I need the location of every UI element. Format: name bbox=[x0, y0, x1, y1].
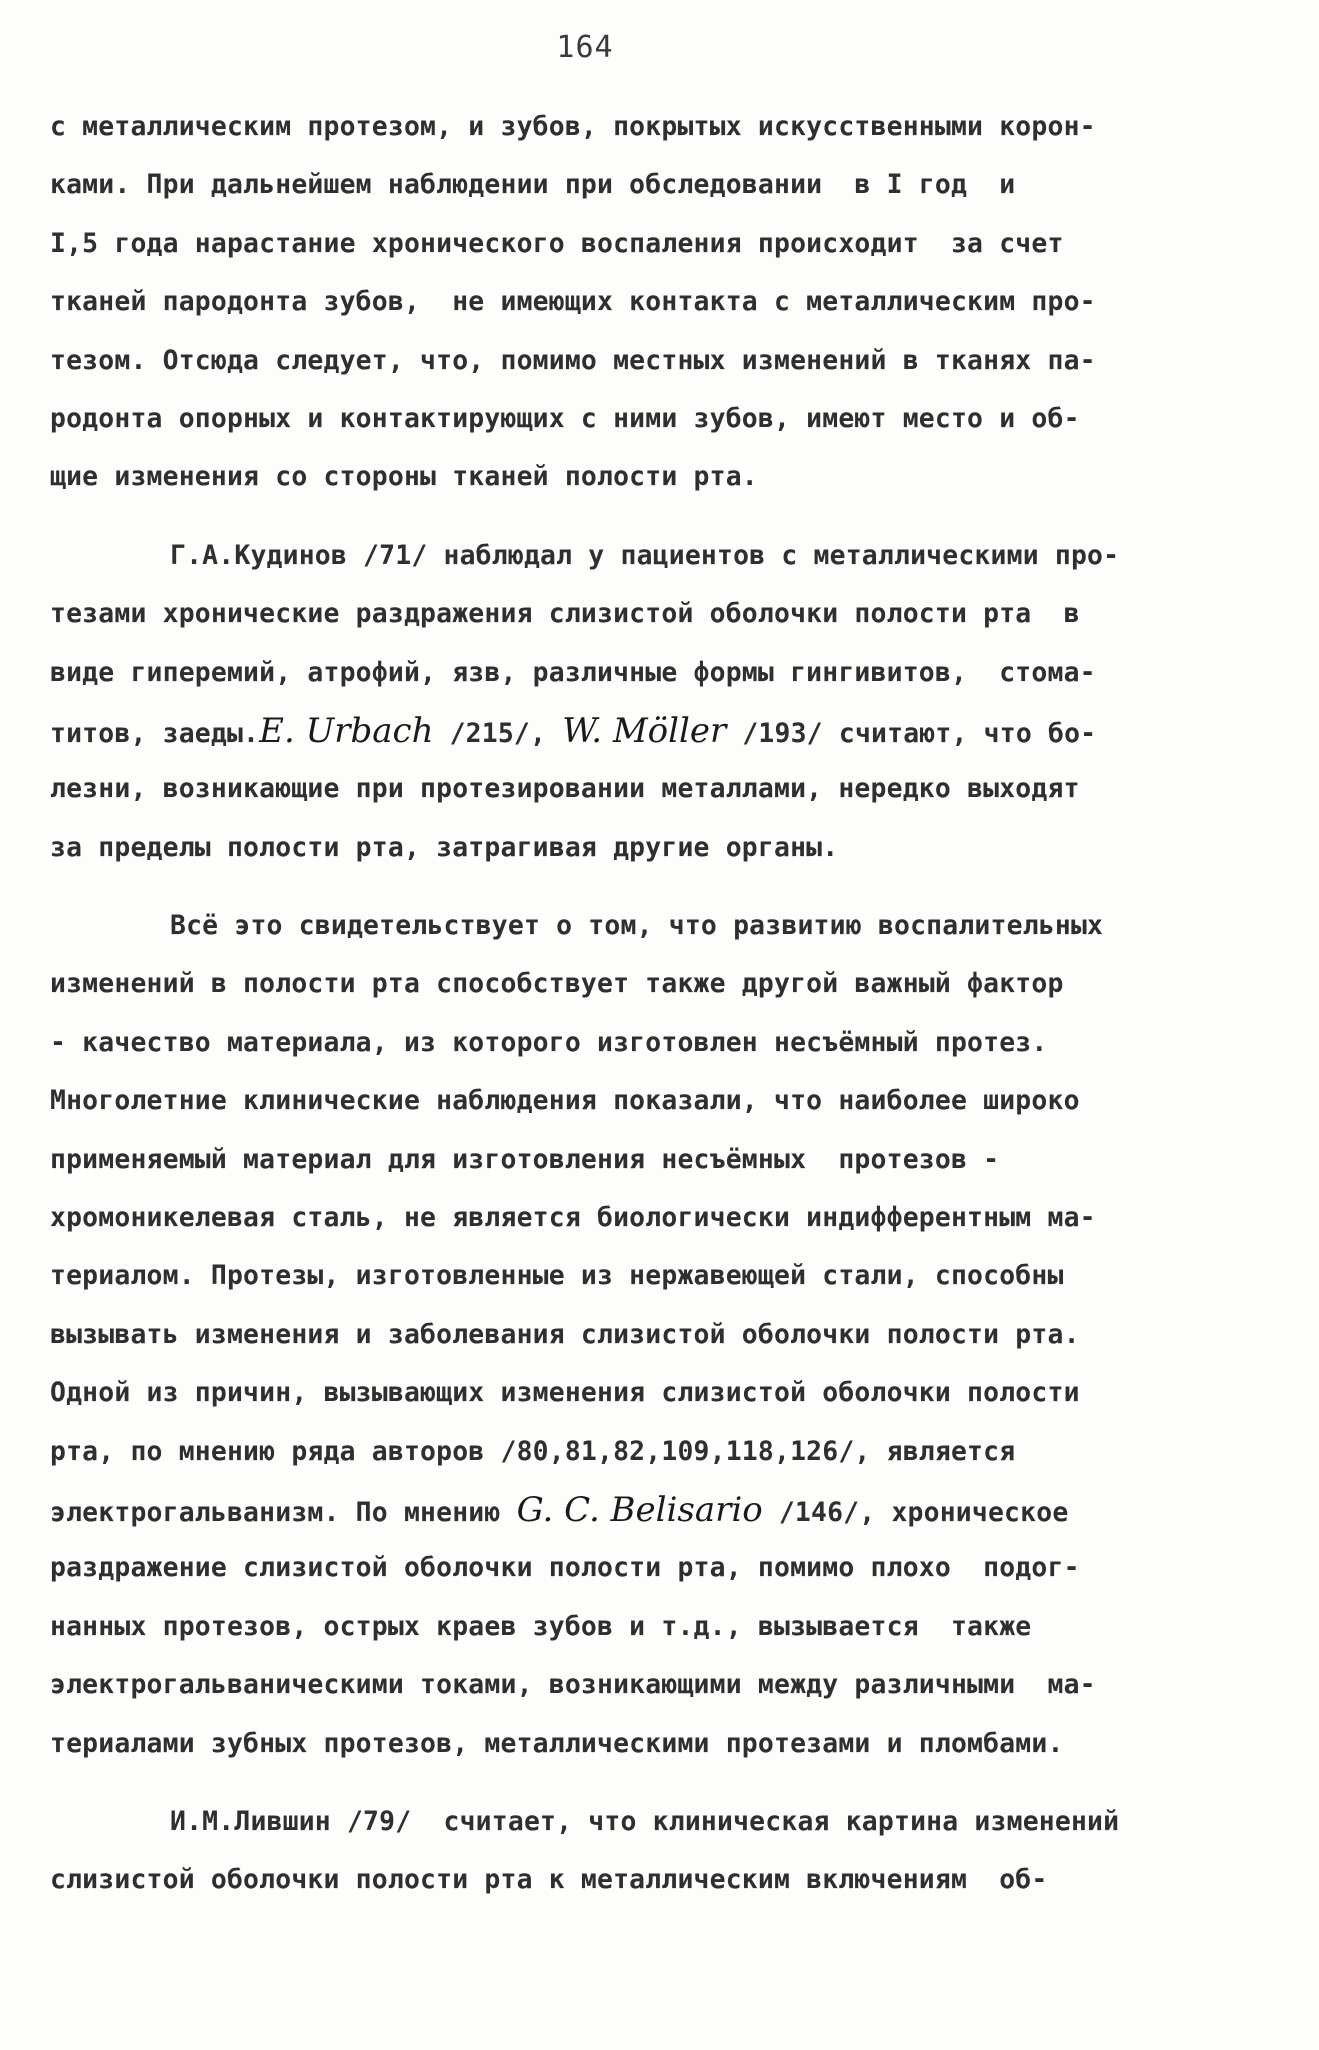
text-line: хромоникелевая сталь, не является биологически индифферентным ма- bbox=[50, 1202, 1096, 1234]
paragraph-4 bbox=[50, 1793, 1240, 1910]
text-line-with-signature bbox=[50, 1481, 1240, 1539]
text-line: щие изменения со стороны тканей полости рта. bbox=[50, 461, 758, 493]
text-fragment: титов, заеды. bbox=[50, 717, 260, 749]
text-line: рта, по мнению ряда авторов /80,81,82,109,118,126/, является bbox=[50, 1435, 1016, 1467]
text-line: тканей пародонта зубов, не имеющих контакта с металлическим про- bbox=[50, 286, 1096, 318]
document-body bbox=[50, 98, 1240, 1910]
text-line: за пределы полости рта, затрагивая другие органы. bbox=[50, 831, 839, 863]
text-line: изменений в полости рта способствует также другой важный фактор bbox=[50, 968, 1064, 1000]
text-line: териалами зубных протезов, металлическими протезами и пломбами. bbox=[50, 1727, 1064, 1759]
text-line: Многолетние клинические наблюдения показали, что наиболее широко bbox=[50, 1085, 1080, 1117]
text-line: Г.А.Кудинов /71/ наблюдал у пациентов с металлическими про- bbox=[170, 539, 1120, 571]
text-line: электрогальваническими токами, возникающими между различными ма- bbox=[50, 1669, 1096, 1701]
text-line: виде гиперемий, атрофий, язв, различные формы гингивитов, стома- bbox=[50, 656, 1096, 688]
text-line: териалом. Протезы, изготовленные из нержавеющей стали, способны bbox=[50, 1260, 1064, 1292]
text-fragment: /146/, хроническое bbox=[762, 1496, 1069, 1528]
text-line: нанных протезов, острых краев зубов и т.д., вызывается также bbox=[50, 1610, 1032, 1642]
text-line: - качество материала, из которого изготовлен несъёмный протез. bbox=[50, 1026, 1048, 1058]
paragraph-1 bbox=[50, 98, 1240, 507]
paragraph-2 bbox=[50, 527, 1240, 877]
handwritten-name-moller: W. Möller bbox=[562, 710, 727, 751]
handwritten-name-belisario: G. C. Belisario bbox=[516, 1489, 763, 1530]
text-line: Одной из причин, вызывающих изменения слизистой оболочки полости bbox=[50, 1377, 1080, 1409]
page-number: 164 bbox=[556, 30, 614, 65]
text-line: тезами хронические раздражения слизистой оболочки полости рта в bbox=[50, 598, 1080, 630]
text-line: вызывать изменения и заболевания слизистой оболочки полости рта. bbox=[50, 1318, 1080, 1350]
text-line: И.М.Лившин /79/ считает, что клиническая картина изменений bbox=[170, 1805, 1120, 1837]
text-line: I,5 года нарастание хронического воспаления происходит за счет bbox=[50, 227, 1064, 259]
handwritten-name-urbach: E. Urbach bbox=[259, 710, 434, 751]
text-line: с металлическим протезом, и зубов, покрытых искусственными корон- bbox=[50, 111, 1096, 142]
text-fragment: /193/ считают, что бо- bbox=[726, 717, 1097, 749]
paragraph-3 bbox=[50, 897, 1240, 1773]
text-line: раздражение слизистой оболочки полости рта, помимо плохо подог- bbox=[50, 1552, 1080, 1584]
text-fragment: электрогальванизм. По мнению bbox=[50, 1496, 517, 1528]
text-line: ками. При дальнейшем наблюдении при обследовании в I год и bbox=[50, 169, 1016, 201]
text-line: тезом. Отсюда следует, что, помимо местных изменений в тканях па- bbox=[50, 344, 1096, 376]
text-line: применяемый материал для изготовления несъёмных протезов - bbox=[50, 1143, 1000, 1175]
text-fragment: /215/, bbox=[433, 717, 563, 749]
text-line: Всё это свидетельствует о том, что развитию воспалительных bbox=[170, 910, 1104, 942]
text-line: лезни, возникающие при протезировании металлами, нередко выходят bbox=[50, 773, 1080, 805]
text-line-with-signatures bbox=[50, 702, 1240, 760]
text-line: слизистой оболочки полости рта к металлическим включениям об- bbox=[50, 1864, 1048, 1896]
text-line: родонта опорных и контактирующих с ними зубов, имеют место и об- bbox=[50, 402, 1080, 434]
